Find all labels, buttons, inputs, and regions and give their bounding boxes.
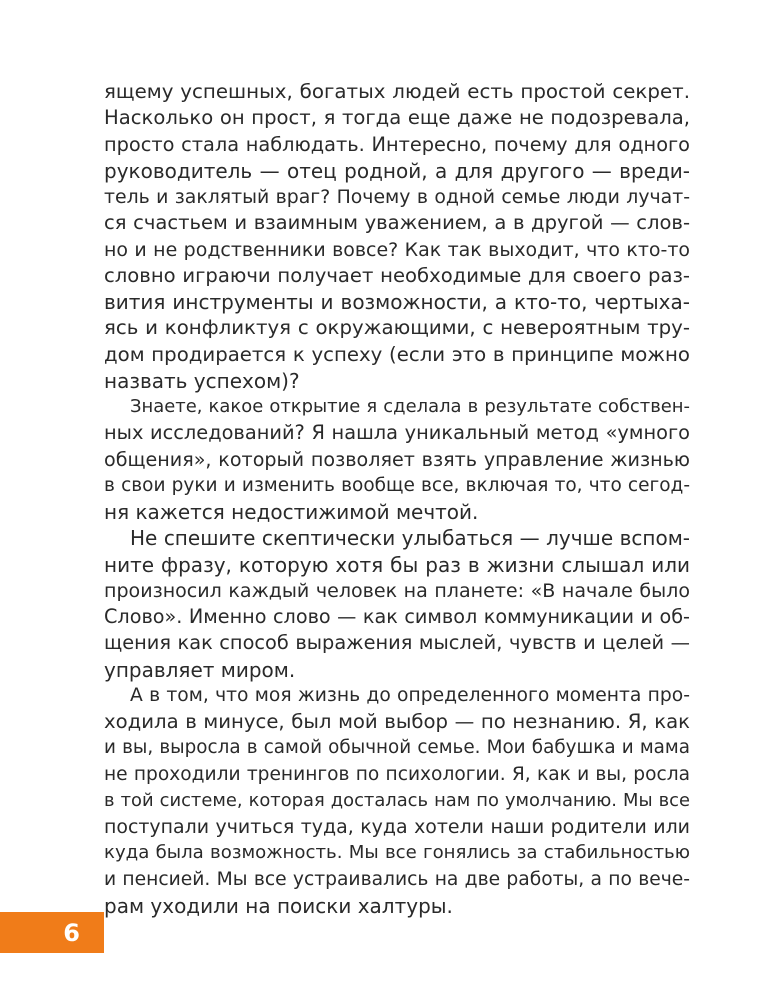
text-line: управляет миром.	[104, 657, 296, 682]
text-line: Слово». Именно слово — как символ коммуникации и об-	[104, 605, 690, 628]
text-line: просто стала наблюдать. Интересно, почему для одного	[104, 132, 690, 156]
text-line: Насколько он прост, я тогда еще даже не подозревала,	[104, 106, 690, 130]
text-line: и пенсией. Мы все устраивались на две работы, а по вече-	[104, 868, 690, 890]
text-line: дом продирается к успеху (если это в принципе можно	[104, 342, 690, 366]
text-line: Знаете, какое открытие я сделала в результате собствен-	[130, 396, 690, 417]
page-number: 6	[63, 919, 80, 947]
text-line: руководитель — отец родной, а для другого — вреди-	[104, 158, 690, 183]
text-line: ных исследований? Я нашла уникальный метод «умного	[104, 421, 690, 445]
page-number-tab	[0, 912, 104, 953]
text-line: вития инструменты и возможности, а кто-то, чертыха-	[104, 290, 690, 314]
text-line: назвать успехом)?	[104, 368, 300, 393]
text-line: не проходили тренингов по психологии. Я, как и вы, росла	[104, 763, 690, 785]
text-line: ня кажется недостижимой мечтой.	[104, 500, 479, 524]
text-line: общения», который позволяет взять управление жизнью	[104, 447, 690, 471]
text-line: А в том, что моя жизнь до определенного момента про-	[130, 684, 690, 706]
text-line: и вы, выросла в самой обычной семье. Мои бабушка и мама	[104, 737, 690, 759]
text-line: в свои руки и изменить вообще все, включая то, что сегод-	[104, 474, 690, 496]
text-line: Не спешите скептически улыбаться — лучше вспом-	[130, 526, 690, 551]
text-line: тель и заклятый враг? Почему в одной семье люди лучат-	[104, 186, 690, 208]
text-line: ящему успешных, богатых людей есть простой секрет.	[104, 80, 690, 103]
text-line: рам уходили на поиски халтуры.	[104, 893, 453, 918]
body-text	[104, 79, 690, 919]
text-line: щения как способ выражения мыслей, чувств и целей —	[104, 631, 690, 655]
text-line: ясь и конфликтуя с окружающими, с невероятным тру-	[104, 316, 690, 340]
text-line: ходила в минусе, был мой выбор — по незнанию. Я, как	[104, 710, 690, 733]
text-line: ся счастьем и взаимным уважением, а в другой — слов-	[104, 211, 690, 235]
text-line: ните фразу, которую хотя бы раз в жизни слышал или	[104, 552, 690, 577]
text-line: в той системе, которая досталась нам по умолчанию. Мы все	[104, 789, 690, 811]
text-line: словно играючи получает необходимые для своего раз-	[104, 263, 690, 287]
text-line: произносил каждый человек на планете: «В начале было	[104, 579, 690, 602]
text-line: поступали учиться туда, куда хотели наши родители или	[104, 816, 690, 838]
text-line: но и не родственники вовсе? Как так выходит, что кто-то	[104, 238, 690, 261]
text-line: куда была возможность. Мы все гонялись за стабильностью	[104, 842, 690, 864]
